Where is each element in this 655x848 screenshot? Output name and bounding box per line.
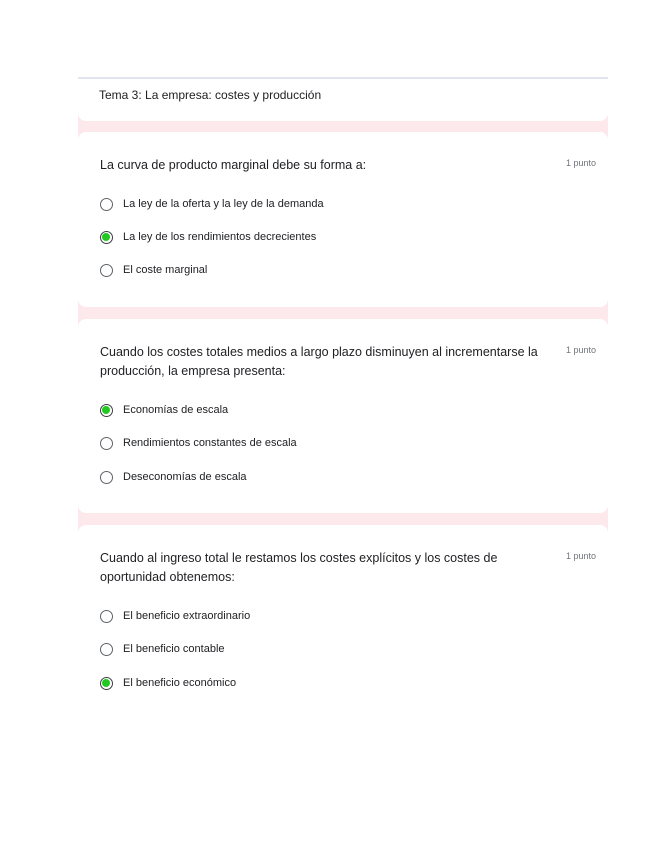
radio-button-icon[interactable] — [100, 437, 113, 450]
radio-button-icon[interactable] — [100, 643, 113, 656]
question-points: 1 punto — [565, 551, 596, 561]
option-label: Rendimientos constantes de escala — [123, 437, 297, 449]
option-label: Economías de escala — [123, 404, 229, 416]
section-header-card — [78, 77, 608, 121]
option-rendimientos-constantes[interactable] — [100, 434, 297, 452]
option-economias-escala[interactable] — [100, 401, 228, 419]
question-card-3 — [78, 525, 608, 700]
question-text: Cuando al ingreso total le restamos los costes explícitos y los costes de oportunidad obtenemos: — [100, 551, 498, 584]
option-label: El beneficio económico — [123, 677, 237, 689]
option-beneficio-contable[interactable] — [100, 640, 225, 658]
option-label: Deseconomías de escala — [123, 471, 247, 483]
question-text: Cuando los costes totales medios a largo plazo disminuyen al incrementarse la producción, la empresa presenta: — [100, 345, 538, 378]
option-beneficio-extraordinario[interactable] — [100, 607, 250, 625]
question-text: La curva de producto marginal debe su forma a: — [100, 158, 367, 172]
radio-button-checked-icon[interactable] — [100, 404, 113, 417]
radio-button-checked-icon[interactable] — [100, 677, 113, 690]
option-label: El coste marginal — [123, 264, 208, 276]
option-oferta-demanda[interactable] — [100, 195, 324, 213]
radio-button-icon[interactable] — [100, 610, 113, 623]
option-rendimientos-decrecientes[interactable] — [100, 228, 316, 246]
section-title: Tema 3: La empresa: costes y producción — [99, 88, 322, 102]
radio-button-icon[interactable] — [100, 198, 113, 211]
question-card-2 — [78, 319, 608, 513]
radio-button-icon[interactable] — [100, 471, 113, 484]
question-card-1 — [78, 132, 608, 307]
option-label: El beneficio contable — [123, 643, 225, 655]
radio-button-checked-icon[interactable] — [100, 231, 113, 244]
form-area — [78, 77, 608, 700]
option-label: La ley de la oferta y la ley de la demanda — [123, 198, 324, 210]
option-deseconomias-escala[interactable] — [100, 468, 247, 486]
option-coste-marginal[interactable] — [100, 261, 207, 279]
option-beneficio-economico[interactable] — [100, 674, 236, 692]
question-points: 1 punto — [565, 345, 596, 355]
question-points: 1 punto — [565, 158, 596, 168]
option-label: La ley de los rendimientos decrecientes — [123, 231, 317, 243]
radio-button-icon[interactable] — [100, 264, 113, 277]
option-label: El beneficio extraordinario — [123, 610, 251, 622]
